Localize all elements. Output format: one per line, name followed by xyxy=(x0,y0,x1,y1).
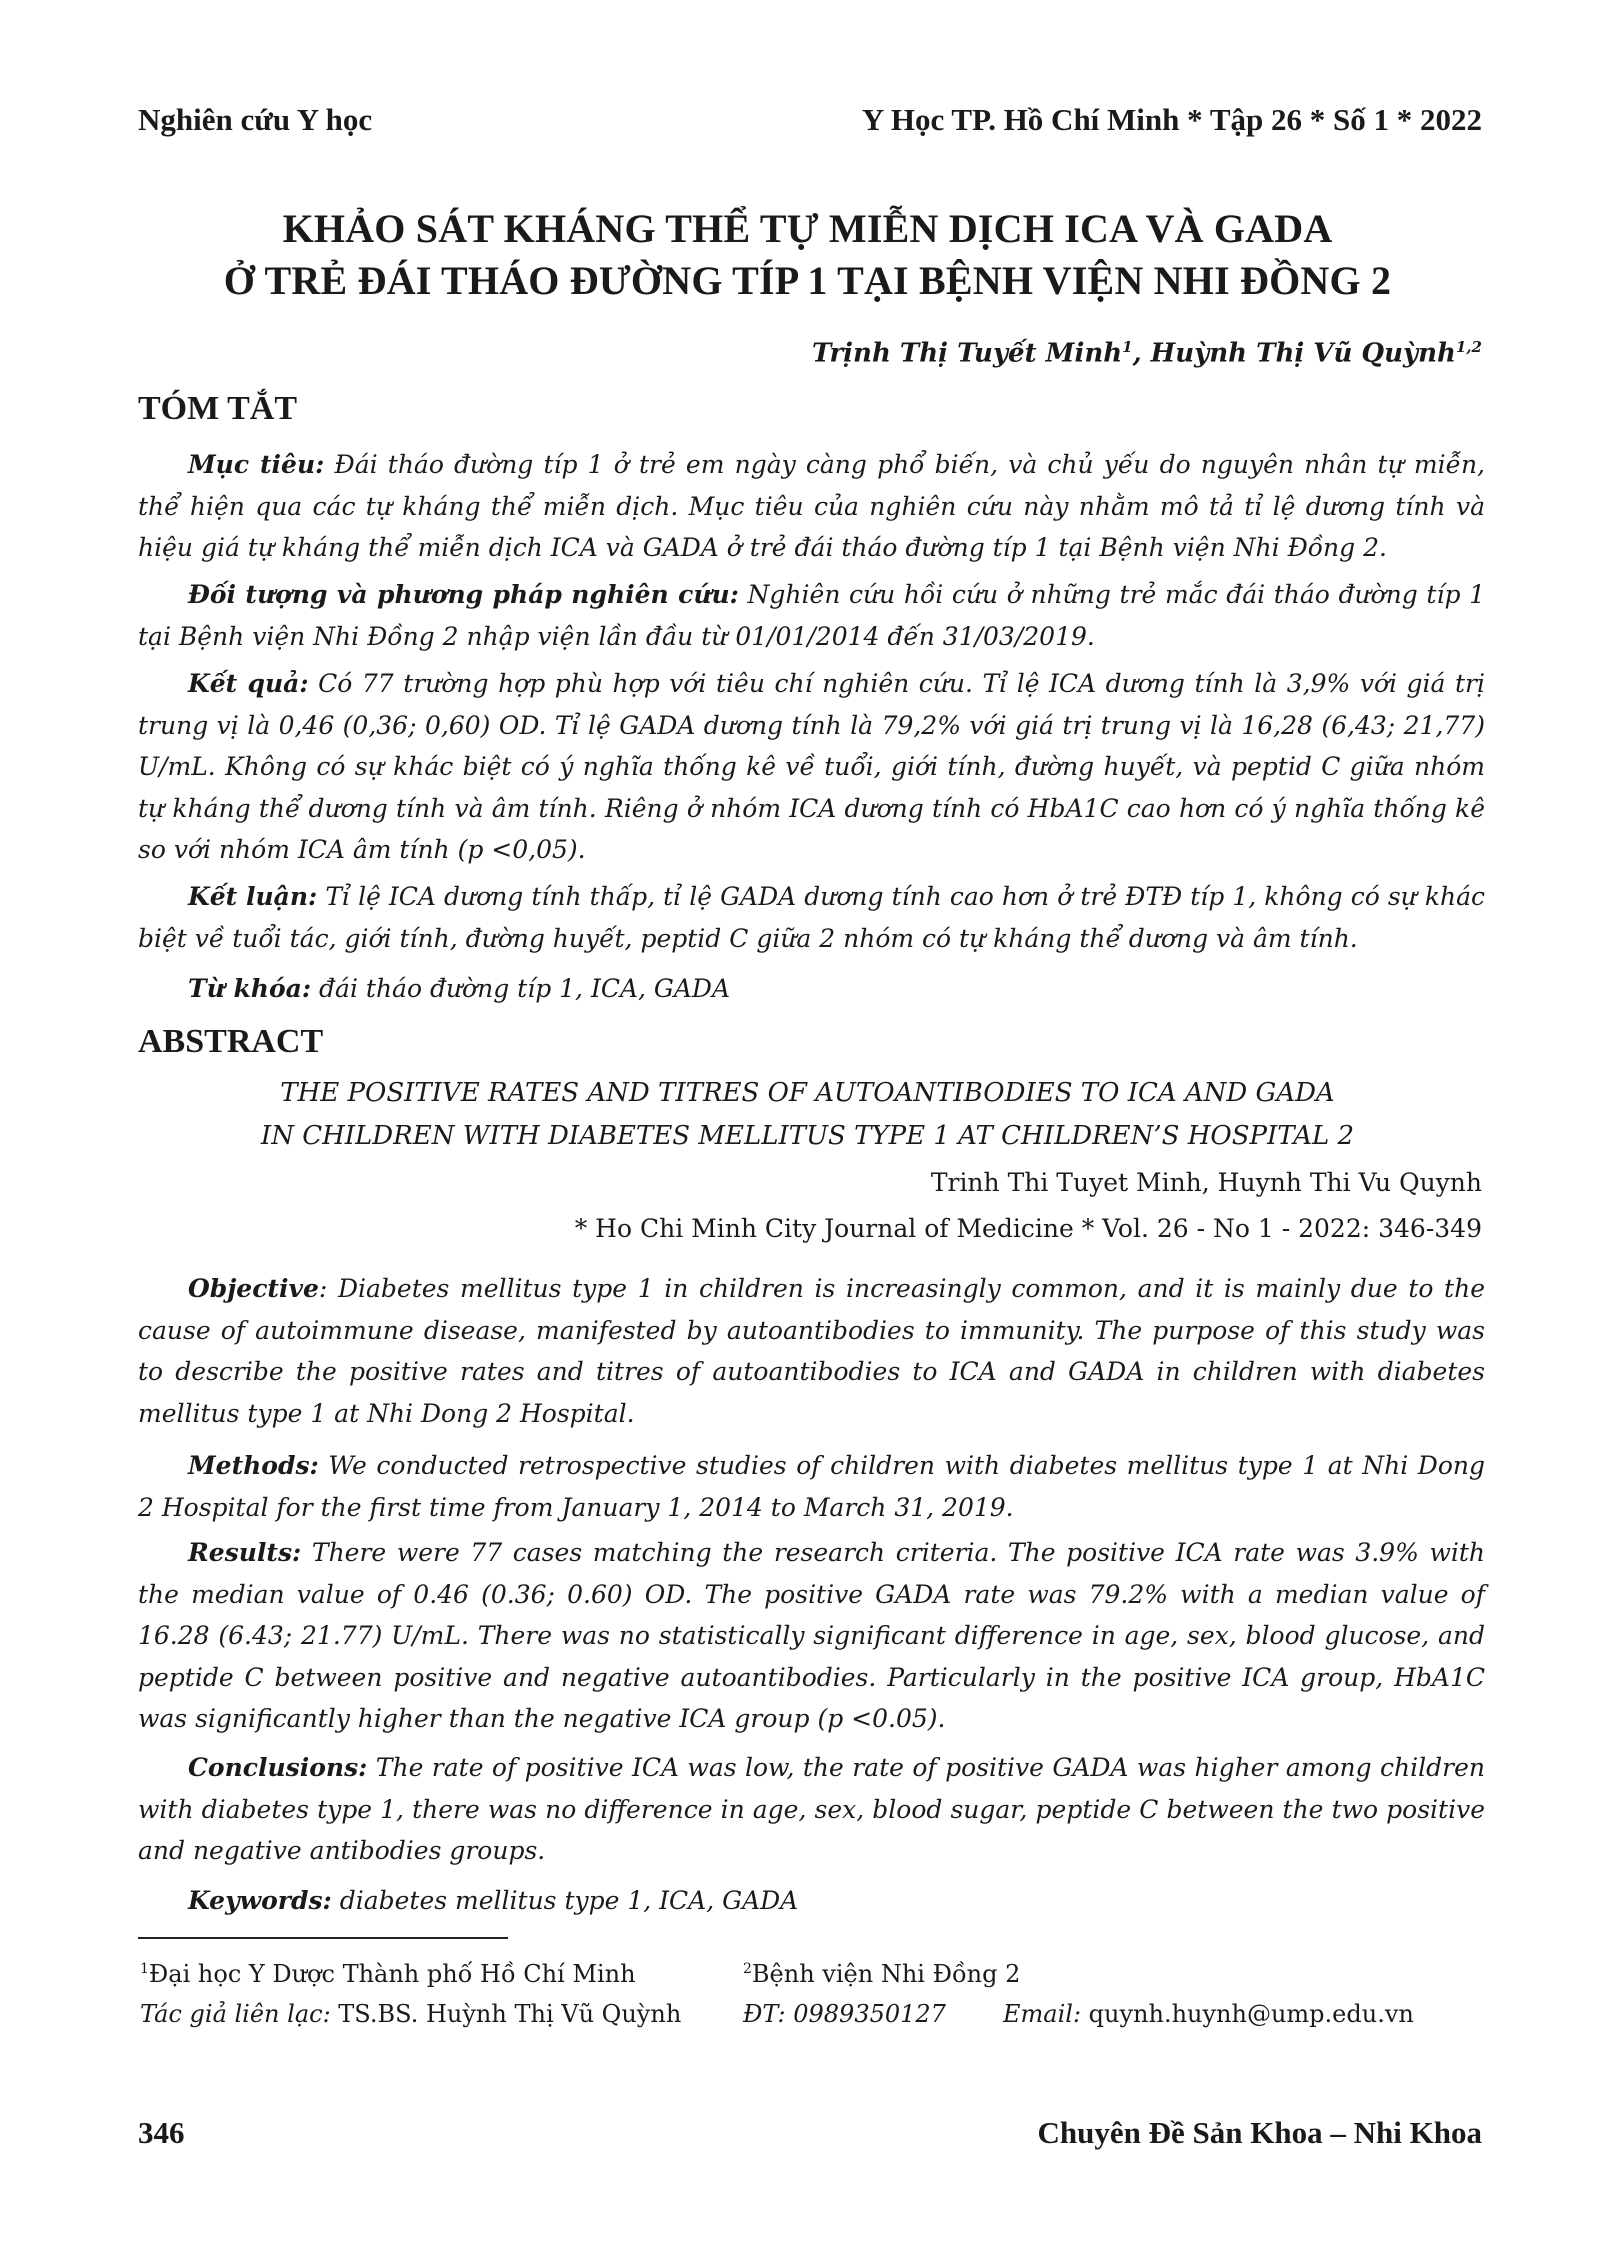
en-results-label: Results: xyxy=(188,1538,302,1567)
footnote-divider xyxy=(138,1937,508,1939)
en-title-line-2: IN CHILDREN WITH DIABETES MELLITUS TYPE 1 AT CHILDREN’S HOSPITAL 2 xyxy=(260,1121,1355,1151)
footnote-phone xyxy=(743,2000,946,2028)
en-conclusion-label: Conclusions: xyxy=(188,1753,368,1782)
en-objective-paragraph xyxy=(138,1268,1485,1434)
vn-results-text: Có 77 trường hợp phù hợp với tiêu chí nghiên cứu. Tỉ lệ ICA dương tính là 3,9% với giá trị trung vị là 0,46 (0,36; 0,60) OD. Tỉ lệ GADA dương tính là 79,2% với giá trị trung vị là 16,28 (6,43; 21,77) U/mL. Không có sự khác biệt có ý nghĩa thống kê về tuổi, giới tính, đường huyết, và peptid C giữa nhóm tự kháng thể dương tính và âm tính. Riêng ở nhóm ICA dương tính có HbA1C cao hơn có ý nghĩa thống kê so với nhóm ICA âm tính (p <0,05). xyxy=(138,669,1485,864)
vn-objective-label: Mục tiêu: xyxy=(188,450,325,479)
running-footer-section: Chuyên Đề Sản Khoa – Nhi Khoa xyxy=(1037,2115,1482,2150)
author-list xyxy=(812,338,1482,369)
article-title-line-2: Ở TRẺ ĐÁI THÁO ĐƯỜNG TÍP 1 TẠI BỆNH VIỆN NHI ĐỒNG 2 xyxy=(223,258,1392,303)
author-1-affiliation: 1 xyxy=(1122,338,1133,356)
author-separator: , xyxy=(1132,338,1151,369)
vn-keywords-label: Từ khóa: xyxy=(188,974,312,1003)
page-number: 346 xyxy=(138,2115,185,2150)
en-title-line-1: THE POSITIVE RATES AND TITRES OF AUTOANTIBODIES TO ICA AND GADA xyxy=(280,1078,1335,1108)
vn-conclusion-paragraph xyxy=(138,876,1485,959)
footnote-contact xyxy=(140,2000,681,2028)
footnote-contact-label: Tác giả liên lạc: xyxy=(140,2000,331,2028)
footnote-email-label: Email: xyxy=(1003,2000,1082,2028)
en-conclusion-text: The rate of positive ICA was low, the rate of positive GADA was higher among children with diabetes type 1, there was no difference in age, sex, blood sugar, peptide C between the two positive and negative antibodies groups. xyxy=(138,1753,1485,1865)
en-keywords-paragraph xyxy=(138,1880,1485,1922)
vn-conclusion-label: Kết luận: xyxy=(188,882,318,911)
vn-keywords-text: đái tháo đường típ 1, ICA, GADA xyxy=(311,974,731,1003)
vn-abstract-heading: TÓM TẮT xyxy=(138,390,298,427)
footnote-contact-name: TS.BS. Huỳnh Thị Vũ Quỳnh xyxy=(330,2000,682,2028)
en-results-text: There were 77 cases matching the research criteria. The positive ICA rate was 3.9% with the median value of 0.46 (0.36; 0.60) OD. The positive GADA rate was 79.2% with a median value of 16.28 (6.43; 21.77) U/mL. There was no statistically significant difference in age, sex, blood glucose, and peptide C between positive and negative autoantibodies. Particularly in the positive ICA group, HbA1C was significantly higher than the negative ICA group (p <0.05). xyxy=(138,1538,1485,1733)
footnote-email xyxy=(1003,2000,1414,2028)
en-methods-label: Methods: xyxy=(188,1451,319,1480)
vn-objective-text: Đái tháo đường típ 1 ở trẻ em ngày càng phổ biến, và chủ yếu do nguyên nhân tự miễn, thể hiện qua các tự kháng thể miễn dịch. Mục tiêu của nghiên cứu này nhằm mô tả tỉ lệ dương tính và hiệu giá tự kháng thể miễn dịch ICA và GADA ở trẻ đái tháo đường típ 1 tại Bệnh viện Nhi Đồng 2. xyxy=(138,450,1485,562)
en-methods-text: We conducted retrospective studies of children with diabetes mellitus type 1 at Nhi Dong 2 Hospital for the first time from January 1, 2014 to March 31, 2019. xyxy=(138,1451,1485,1522)
en-conclusion-paragraph xyxy=(138,1747,1485,1872)
footnote-affiliation-2 xyxy=(743,1960,1020,1988)
en-objective-text: : Diabetes mellitus type 1 in children is increasingly common, and it is mainly due to the cause of autoimmune disease, manifested by autoantibodies to immunity. The purpose of this study was to describe the positive rates and titres of autoantibodies to ICA and GADA in children with diabetes mellitus type 1 at Nhi Dong 2 Hospital. xyxy=(138,1274,1485,1428)
en-objective-label: Objective xyxy=(188,1274,319,1303)
footnote-affiliation-1 xyxy=(140,1960,636,1988)
running-header-left: Nghiên cứu Y học xyxy=(138,102,373,137)
vn-keywords-paragraph xyxy=(138,968,1485,1010)
en-citation: * Ho Chi Minh City Journal of Medicine * Vol. 26 - No 1 - 2022: 346-349 xyxy=(574,1214,1482,1243)
en-methods-paragraph xyxy=(138,1445,1485,1528)
footnote-affiliation-1-text: Đại học Y Dược Thành phố Hồ Chí Minh xyxy=(148,1960,636,1988)
footnote-email-address: quynh.huynh@ump.edu.vn xyxy=(1081,2000,1414,2028)
footnote-phone-number: 0989350127 xyxy=(785,2000,946,2028)
author-2: Huỳnh Thị Vũ Quỳnh xyxy=(1150,338,1456,369)
vn-conclusion-text: Tỉ lệ ICA dương tính thấp, tỉ lệ GADA dương tính cao hơn ở trẻ ĐTĐ típ 1, không có sự khác biệt về tuổi tác, giới tính, đường huyết, peptid C giữa 2 nhóm có tự kháng thể dương và âm tính. xyxy=(138,882,1485,953)
en-keywords-label: Keywords: xyxy=(188,1886,332,1915)
en-keywords-text: diabetes mellitus type 1, ICA, GADA xyxy=(331,1886,799,1915)
vn-methods-label: Đối tượng và phương pháp nghiên cứu: xyxy=(188,580,739,609)
vn-results-paragraph xyxy=(138,663,1485,871)
footnote-affiliation-2-text: Bệnh viện Nhi Đồng 2 xyxy=(751,1960,1021,1988)
vn-methods-paragraph xyxy=(138,574,1485,657)
author-1: Trịnh Thị Tuyết Minh xyxy=(812,338,1123,369)
footnote-affiliation-2-marker: 2 xyxy=(743,1961,752,1977)
vn-methods-text: Nghiên cứu hồi cứu ở những trẻ mắc đái tháo đường típ 1 tại Bệnh viện Nhi Đồng 2 nhập viện lần đầu từ 01/01/2014 đến 31/03/2019. xyxy=(138,580,1485,651)
running-header-right: Y Học TP. Hồ Chí Minh * Tập 26 * Số 1 * 2022 xyxy=(861,102,1482,137)
footnote-phone-label: ĐT: xyxy=(743,2000,786,2028)
author-2-affiliation: 1,2 xyxy=(1455,338,1482,356)
article-title-line-1: KHẢO SÁT KHÁNG THỂ TỰ MIỄN DỊCH ICA VÀ GADA xyxy=(282,206,1333,251)
vn-results-label: Kết quả: xyxy=(188,669,309,698)
en-results-paragraph xyxy=(138,1532,1485,1740)
footnote-affiliation-1-marker: 1 xyxy=(140,1961,149,1977)
en-abstract-heading: ABSTRACT xyxy=(138,1023,324,1060)
en-authors: Trinh Thi Tuyet Minh, Huynh Thi Vu Quynh xyxy=(930,1168,1482,1197)
vn-objective-paragraph xyxy=(138,444,1485,569)
